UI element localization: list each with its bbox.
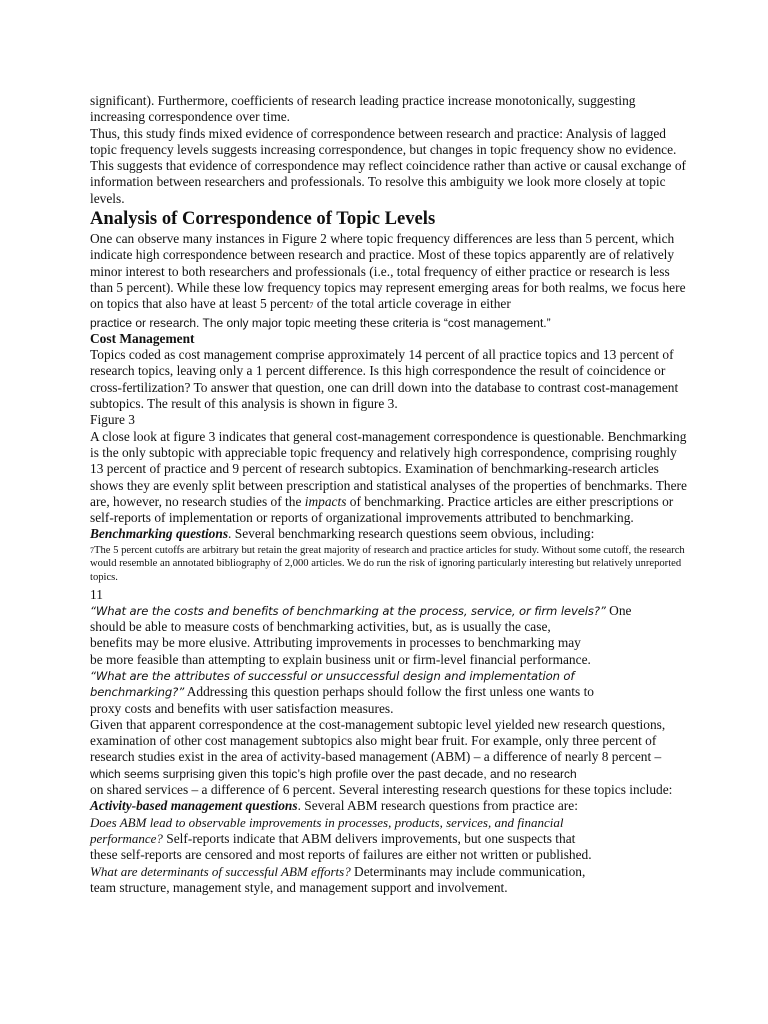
q1-answer-2: should be able to measure costs of benchmarking activities, but, as is usually the case,: [90, 619, 551, 635]
benchmarking-questions-lead: Benchmarking questions: [90, 526, 229, 542]
abm-q1-answer-2: these self-reports are censored and most reports of failures are either not written or published.: [90, 847, 592, 863]
footnote-text: The 5 percent cutoffs are arbitrary but retain the great majority of research and practice articles for study. Without some cutoff, the research would resemble an annotated bibliography of 2,000 articles. We do run the risk of ignoring particularly interesting but relatively unreported topics.: [90, 544, 685, 583]
question-attributes-line1: “What are the attributes of successful or unsuccessful design and implementation of: [90, 668, 575, 683]
abm-q1-answer-1: Self-reports indicate that ABM delivers improvements, but one suspects that: [162, 830, 576, 846]
paragraph-figure-analysis: [90, 429, 690, 527]
abm-questions-lead: Activity-based management questions: [90, 798, 298, 814]
q2-answer-2: proxy costs and benefits with user satisfaction measures.: [90, 700, 394, 716]
q1-answer-1: One: [605, 602, 632, 618]
paragraph-benchmarking-lead: [90, 526, 690, 542]
section-heading: Analysis of Correspondence of Topic Levels: [90, 208, 436, 230]
abm-questions-text: . Several ABM research questions from practice are:: [297, 798, 578, 814]
paragraph-topic-levels: [90, 231, 690, 331]
footnote-ref: 7: [309, 301, 314, 311]
abm-q2-answer-1: Determinants may include communication,: [350, 863, 586, 879]
figure-label: Figure 3: [90, 412, 136, 428]
subheading-cost-management: Cost Management: [90, 330, 195, 346]
question-attributes-line2: benchmarking?”: [90, 685, 185, 700]
footnote: [90, 544, 690, 585]
other-subtopics-sans: which seems surprising given this topic’s high profile over the past decade, and no research: [90, 766, 577, 781]
abm-question-2: [90, 864, 690, 897]
page-number: 11: [90, 586, 103, 602]
q1-answer-3: benefits may be more elusive. Attributing improvements in processes to benchmarking may: [90, 635, 581, 651]
benchmarking-question-1: [90, 603, 690, 668]
abm-q1-line2: performance?: [90, 830, 163, 846]
topic-levels-text: One can observe many instances in Figure 2 where topic frequency differences are less than 5 percent, which indicate high correspondence between research and practice. Most of these topics apparently are of relatively minor interest to both researchers and professionals (i.e., total frequency of either practice or research is less than 5 percent). While these low frequency topics may represent emerging areas for both realms, we focus here on topics that also have at least 5 percent: [90, 231, 686, 312]
benchmarking-question-2: [90, 668, 690, 717]
abm-q1-line1: Does ABM lead to observable improvements in processes, products, services, and financial: [90, 814, 564, 830]
topic-levels-criteria: practice or research. The only major topic meeting these criteria is “cost management.”: [90, 315, 551, 330]
topic-levels-tail: of the total article coverage in either: [313, 296, 511, 312]
other-subtopics-tail: on shared services – a difference of 6 percent. Several interesting research questions for these topics include:: [90, 782, 673, 798]
paragraph-conclusion: Thus, this study finds mixed evidence of correspondence between research and practice: Analysis of lagged topic frequency levels suggests increasing correspondence, but changes in topic frequency show no evidence. This suggests that evidence of correspondence may reflect coincidence rather than active or causal exchange of information between researchers and professionals. To resolve this ambiguity we look more closely at topic levels.: [90, 125, 686, 206]
paragraph-other-subtopics: [90, 717, 690, 798]
document-body: [90, 93, 690, 896]
abm-question-1: [90, 815, 690, 864]
q1-answer-4: be more feasible than attempting to explain business unit or firm-level financial performance.: [90, 651, 591, 667]
abm-q2-question: What are determinants of successful ABM efforts?: [90, 863, 351, 879]
paragraph-intro: significant). Furthermore, coefficients of research leading practice increase monotonically, suggesting increasing correspondence over time.: [90, 93, 636, 125]
q2-answer-1: Addressing this question perhaps should follow the first unless one wants to: [184, 684, 595, 700]
figure-analysis-text: A close look at figure 3 indicates that general cost-management correspondence is questionable. Benchmarking is the only subtopic with appreciable topic frequency and relatively high correspondence, comprising roughly 13 percent of practice and 9 percent of research subtopics. Examination of benchmarking-research articles shows they are evenly split between prescription and statistical analyses of the properties of benchmarks. There are, however, no research studies of the: [90, 428, 687, 509]
benchmarking-questions-text: . Several benchmarking research questions seem obvious, including:: [228, 526, 595, 542]
impacts-emphasis: impacts: [304, 493, 347, 509]
abm-q2-answer-2: team structure, management style, and management support and involvement.: [90, 879, 508, 895]
figure-analysis-tail: of benchmarking. Practice articles are either prescriptions or self-reports of implementation or reports of organizational improvements attributed to benchmarking.: [90, 493, 674, 526]
paragraph-cost-management: Topics coded as cost management comprise approximately 14 percent of all practice topics and 13 percent of research topics, leaving only a 1 percent difference. Is this high correspondence the result of coincidence or cross-fertilization? To answer that question, one can drill down into the database to contrast cost-management subtopics. The result of this analysis is shown in figure 3.: [90, 347, 679, 412]
footnote-mark: 7: [90, 545, 94, 555]
other-subtopics-text: Given that apparent correspondence at the cost-management subtopic level yielded new research questions, examination of other cost management subtopics also might bear fruit. For example, only three percent of research studies exist in the area of activity-based management (ABM) – a difference of nearly 8 percent –: [90, 716, 666, 765]
question-costs-benefits: “What are the costs and benefits of benchmarking at the process, service, or firm levels?”: [90, 603, 606, 618]
paragraph-abm-lead: [90, 798, 690, 814]
